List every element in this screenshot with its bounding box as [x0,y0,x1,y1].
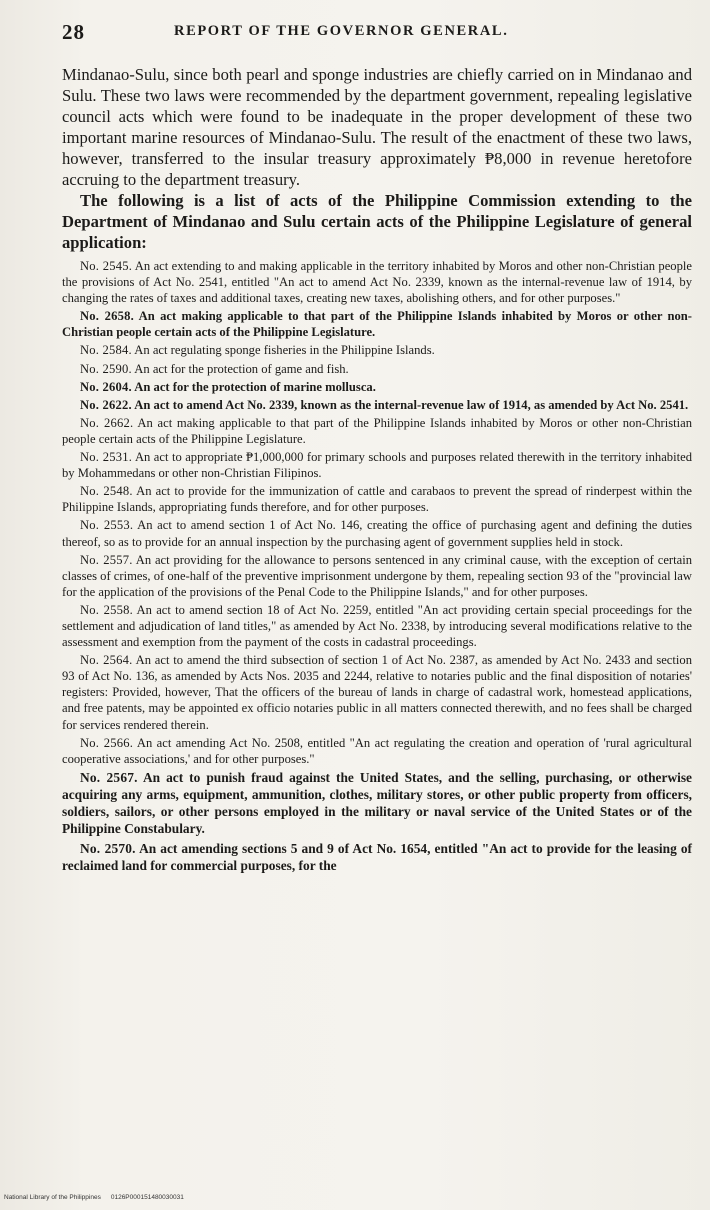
act-text: An act for the protection of game and fish. [134,361,349,376]
act-text: An act making applicable to that part of the Philippine Islands inhabited by Moros or other non-Christian people certain acts of the Philippine Legislature. [62,309,693,340]
act-number: No. 2566. [80,735,134,750]
act-item [62,342,692,358]
act-item [62,517,692,549]
act-text: An act to amend section 1 of Act No. 146, creating the office of purchasing agent and defining the duties thereof, so as to provide for an annual inspection by the purchasing agent of government supplies held in stock. [62,518,692,549]
page-number: 28 [62,20,85,44]
act-item [62,258,692,306]
act-text: An act amending sections 5 and 9 of Act No. 1654, entitled "An act to provide for the leasing of reclaimed land for commercial purposes, for the [62,840,693,873]
act-text: An act for the protection of marine mollusca. [134,379,376,394]
library-name: National Library of the Philippines [4,1194,101,1201]
act-number: No. 2570. [80,840,136,856]
act-text: An act to amend Act No. 2339, known as the internal-revenue law of 1914, as amended by Act No. 2541. [134,397,689,412]
act-number: No. 2584. [80,343,132,358]
act-text: An act amending Act No. 2508, entitled "An act regulating the creation and operation of 'rural agricultural cooperative associations,' and for other purposes." [62,735,692,766]
act-item [62,769,692,838]
body-text [62,64,692,876]
act-number: No. 2662. [80,415,134,430]
act-number: No. 2553. [80,518,134,533]
act-item [62,735,692,767]
act-text: An act regulating sponge fisheries in the Philippine Islands. [134,343,435,358]
act-text: An act to appropriate ₱1,000,000 for primary schools and purposes related therewith in the territory inhabited by Mohammedans or other non-Christian Filipinos. [62,450,692,481]
lead-paragraph: Mindanao-Sulu, since both pearl and sponge industries are chiefly carried on in Mindanao and Sulu. These two laws were recommended by the department government, repealing legislative council acts which were found to be inadequate in the proper development of these two important marine resources of Mindanao-Sulu. The result of the enactment of these two laws, however, transferred to the insular treasury approximately ₱8,000 in revenue heretofore accruing to the department treasury. [62,65,692,189]
act-number: No. 2531. [80,450,133,465]
act-text: An act extending to and making applicable in the territory inhabited by Moros and other non-Christian people the provisions of Act No. 2541, entitled "An act to amend Act No. 2339, known as the internal-revenue law of 1914, by changing the rates of taxes and additional taxes, creating new taxes, abolishing others, and for other purposes." [62,259,692,306]
library-imprint [4,1194,184,1201]
act-item [62,449,692,481]
act-item [62,602,692,650]
act-text: An act to amend section 18 of Act No. 2259, entitled "An act providing certain special proceedings for the settlement and adjudication of land titles," as amended by Act No. 2338, by introducing several modifications relative to the assessment and exemption from the payment of the costs in cadastral proceedings. [62,602,692,650]
intro-paragraph: The following is a list of acts of the Philippine Commission extending to the Department of Mindanao and Sulu certain acts of the Philippine Legislature of general application: [62,191,692,252]
act-item [62,361,692,377]
act-text: An act providing for the allowance to persons sentenced in any criminal cause, with the exception of certain classes of crimes, of one-half of the preventive imprisonment undergone by them, repealing section 93 of the "provincial law for the application of the provisions of the Penal Code to the Philippine Islands," and for other purposes. [62,552,692,599]
act-item [62,840,692,874]
act-item [62,552,692,600]
act-number: No. 2564. [80,653,133,668]
scan-code: 0126P000151480030031 [110,1194,184,1201]
act-text: An act to amend the third subsection of section 1 of Act No. 2387, as amended by Act No. 2433 and section 93 of Act No. 136, as amended by Acts Nos. 2035 and 2244, relative to notaries public and the final disposition of notaries' registers: Provided, however, That the officers of the bureau of lands in charge of cadastral work, homestead applications, and free patents, may be appointed ex officio notaries public in all matters connected therewith, and no fees shall be charged for services rendered therein. [62,653,692,732]
act-item [62,379,692,395]
act-number: No. 2622. [80,397,132,412]
running-title: REPORT OF THE GOVERNOR GENERAL. [174,23,509,39]
act-item [62,397,692,413]
running-head [62,18,692,48]
act-number: No. 2567. [80,769,138,785]
act-text: An act to provide for the immunization of cattle and carabaos to prevent the spread of rinderpest within the Philippine Islands, appropriating funds therefore, and for other purposes. [62,484,692,515]
act-number: No. 2548. [80,484,133,499]
act-number: No. 2557. [80,552,133,567]
act-text: An act making applicable to that part of the Philippine Islands inhabited by Moros or other non-Christian people certain acts of the Philippine Legislature. [62,415,692,446]
act-number: No. 2545. [80,259,133,273]
act-item [62,483,692,515]
act-item [62,308,692,340]
act-number: No. 2558. [80,602,133,617]
act-number: No. 2604. [80,379,132,394]
act-item [62,652,692,732]
act-text: An act to punish fraud against the United States, and the selling, purchasing, or otherwise acquiring any arms, equipment, ammunition, clothes, military stores, or other public property from officers, soldiers, sailors, or other persons employed in the military or naval service of the United States or of the Philippine Constabulary. [62,769,692,837]
act-number: No. 2658. [80,309,135,324]
act-item [62,415,692,447]
act-number: No. 2590. [80,361,132,376]
acts-list [62,258,692,874]
